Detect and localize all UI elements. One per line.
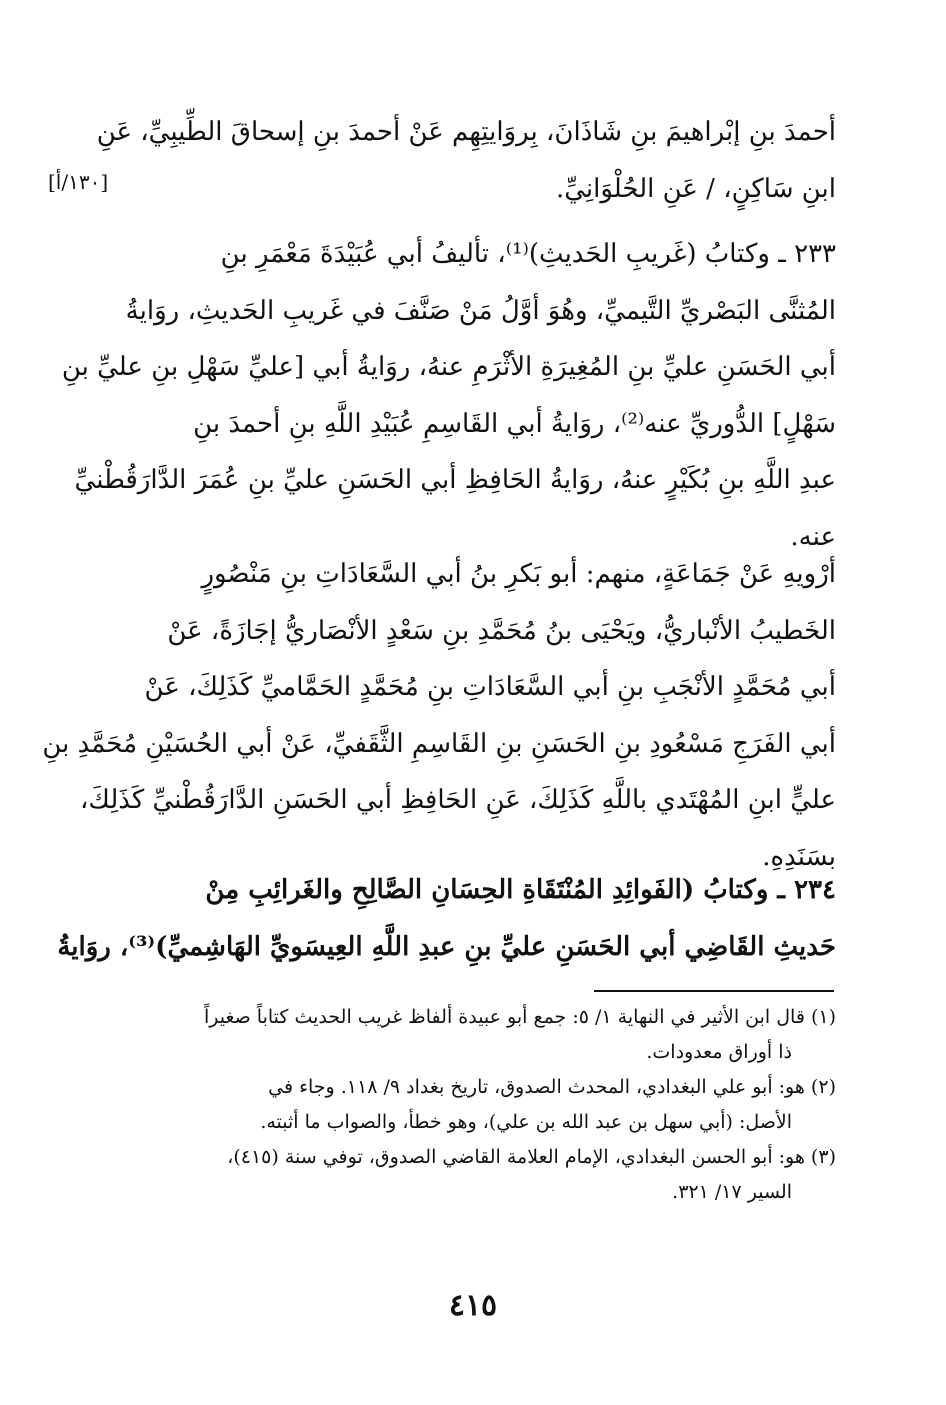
footnote-line: ذا أوراق معدودات. [646,1041,792,1063]
text-line: أبي الحَسَنِ عليِّ بنِ المُغِيرَةِ الأثْرَمِ عنهُ، روَايةُ أبي [عليِّ سَهْلِ بنِ عليِّ بنِ [61,352,836,382]
footnote-line: الأصل: (أبي سهل بن عبد الله بن علي)، وهو خطأ، والصواب ما أثبته. [260,1111,792,1133]
footnote-line: (٣) هو: أبو الحسن البغدادي، الإمام العلامة القاضي الصدوق، توفي سنة (٤١٥)، [227,1146,836,1168]
footnotes [100,1000,836,1210]
text-line: عليٍّ ابنِ المُهْتَدي باللَّهِ كَذَلِكَ، عَنِ الحَافِظِ أبي الحَسَنِ الدَّارَقُطْنيِّ كَذَلِكَ، [80,785,836,815]
text-line: سَهْلٍ] الدُّوريِّ عنه⁽²⁾، روَايةُ أبي القَاسِمِ عُبَيْدِ اللَّهِ بنِ أحمدَ بنِ [193,408,836,439]
text-line: المُثنَّى البَصْريِّ التَّيميِّ، وهُوَ أوَّلُ مَنْ صَنَّفَ في غَريبِ الحَديثِ، روَايةُ [125,295,836,326]
text-line: عنه. [790,521,836,552]
footnote-2 [100,1070,836,1140]
text-line: أرْويهِ عَنْ جَمَاعَةٍ، منهم: أبو بَكرِ بنُ أبي السَّعَادَاتِ بنِ مَنْصُورٍ [201,559,836,589]
footnote-line: السير ١٧/ ٣٢١. [672,1181,792,1203]
text-line: أبي مُحَمَّدٍ الأنْجَبِ بنِ أبي السَّعَادَاتِ بنِ مُحَمَّدٍ الحَمَّاميِّ كَذَلِكَ، عَنْ [144,672,836,702]
transmission-paragraph [42,546,836,885]
entry-233-paragraph [61,226,836,565]
text-line: الخَطيبُ الأنْباريُّ، ويَحْيَى بنُ مُحَمَّدِ بنِ سَعْدٍ الأنْصَاريُّ إجَازَةً، عَنْ [167,615,836,646]
footnote-3 [100,1140,836,1210]
text-line: ابنِ سَاكِنٍ، / عَنِ الحُلْوَانِيِّ. [555,173,836,204]
manuscript-folio-reference: [١٣٠/أ] [48,170,109,194]
page-number: ٤١٥ [448,1288,498,1323]
text-line: ٢٣٣ ـ وكتابُ (غَريبِ الحَديثِ)⁽¹⁾، تأليفُ أبي عُبَيْدَةَ مَعْمَرِ بنِ [220,239,836,269]
text-line: أبي الفَرَجِ مَسْعُودِ بنِ الحَسَنِ بنِ القَاسِمِ الثَّقَفيِّ، عَنْ أبي الحُسَيْنِ مُحَمَّدِ بنِ [42,728,836,759]
continuation-paragraph [96,104,836,217]
footnote-separator [594,990,834,992]
footnote-line: (٢) هو: أبو علي البغدادي، المحدث الصدوق، تاريخ بغداد ٩/ ١١٨. وجاء في [268,1076,836,1098]
text-line: أحمدَ بنِ إبْراهيمَ بنِ شَاذَانَ، بِروَايتِهِم عَنْ أحمدَ بنِ إسحاقَ الطِّيبِيِّ، عَنِ [96,117,836,147]
footnote-1 [100,1000,836,1070]
entry-234-paragraph [57,862,836,975]
footnote-line: (١) قال ابن الأثير في النهاية ١/ ٥: جمع أبو عبيدة ألفاظ غريب الحديث كتاباً صغيراً [203,1006,836,1028]
text-line: ٢٣٤ ـ وكتابُ (الفَوائِدِ المُنْتَقَاةِ الحِسَانِ الصَّالِحِ والغَرائِبِ مِنْ [205,875,836,905]
text-line: عبدِ اللَّهِ بنِ بُكَيْرٍ عنهُ، روَايةُ الحَافِظِ أبي الحَسَنِ عليِّ بنِ عُمَرَ الدَّارَقُطْنيِّ [74,465,836,495]
text-line: بسَنَدِهِ. [762,841,836,872]
text-line: حَديثِ القَاضِي أبي الحَسَنِ عليِّ بنِ عبدِ اللَّهِ العِيسَويِّ الهَاشِميِّ)⁽³⁾، روَايةُ [57,931,836,962]
